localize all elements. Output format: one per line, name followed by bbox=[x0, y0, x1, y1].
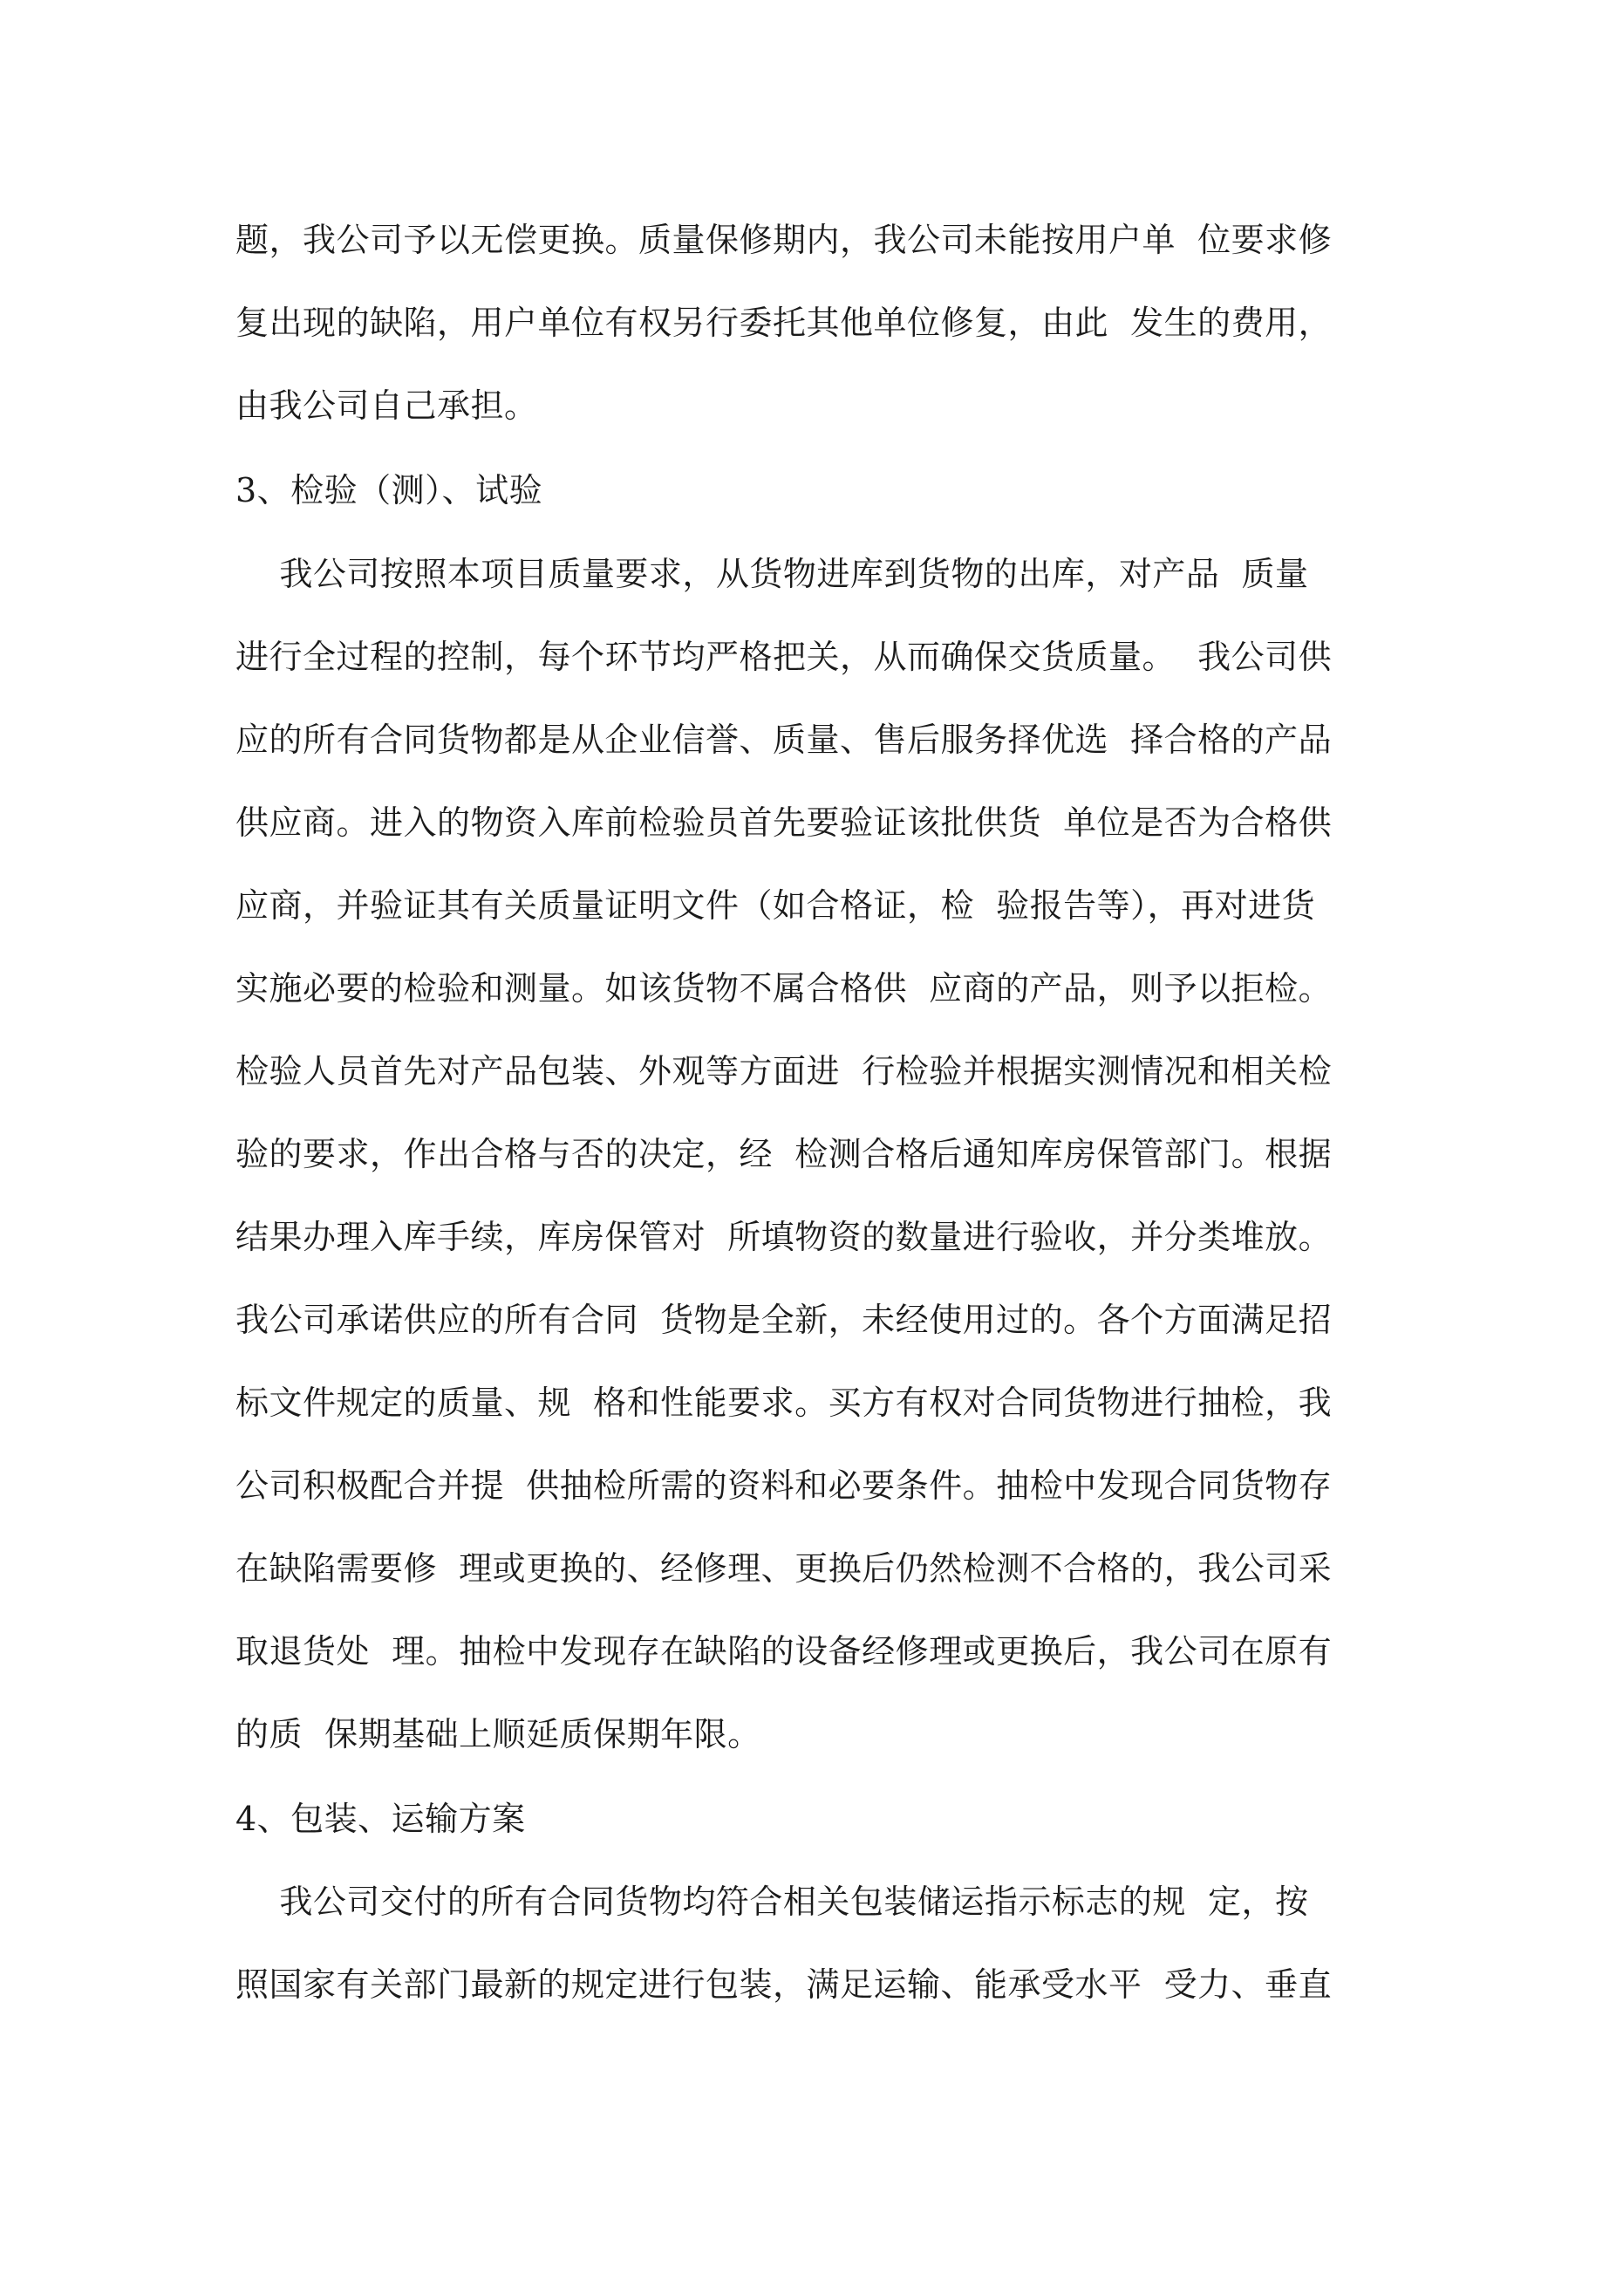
text-line: 由我公司自己承担。 bbox=[235, 386, 538, 425]
text-line: 供应商。进入的物资入库前检验员首先要验证该批供货 单位是否为合格供 bbox=[235, 803, 1333, 842]
text-line: 我公司交付的所有合同货物均符合相关包装储运指示标志的规 定，按 bbox=[235, 1883, 1309, 1921]
text-line: 标文件规定的质量、规 格和性能要求。买方有权对合同货物进行抽检，我 bbox=[235, 1384, 1333, 1422]
text-line: 结果办理入库手续，库房保管对 所填物资的数量进行验收，并分类堆放。 bbox=[235, 1218, 1333, 1256]
section-heading: 4、包装、运输方案 bbox=[235, 1800, 526, 1838]
text-line: 的质 保期基础上顺延质保期年限。 bbox=[235, 1715, 761, 1753]
text-line: 我公司按照本项目质量要求，从货物进库到货物的出库，对产品 质量 bbox=[235, 555, 1309, 593]
text-line: 我公司承诺供应的所有合同 货物是全新，未经使用过的。各个方面满足招 bbox=[235, 1301, 1333, 1339]
text-line: 应商，并验证其有关质量证明文件（如合格证，检 验报告等），再对进货 bbox=[235, 886, 1316, 925]
text-line: 实施必要的检验和测量。如该货物不属合格供 应商的产品，则予以拒检。 bbox=[235, 969, 1333, 1008]
text-line: 题，我公司予以无偿更换。质量保修期内，我公司未能按用户单 位要求修 bbox=[235, 221, 1333, 259]
text-line: 检验人员首先对产品包装、外观等方面进 行检验并根据实测情况和相关检 bbox=[235, 1052, 1333, 1090]
text-line: 取退货处 理。抽检中发现存在缺陷的设备经修理或更换后，我公司在原有 bbox=[235, 1632, 1333, 1671]
text-line: 验的要求，作出合格与否的决定，经 检测合格后通知库房保管部门。根据 bbox=[235, 1135, 1333, 1173]
text-line: 照国家有关部门最新的规定进行包装，满足运输、能承受水平 受力、垂直 bbox=[235, 1965, 1333, 2004]
text-line: 在缺陷需要修 理或更换的、经修理、更换后仍然检测不合格的，我公司采 bbox=[235, 1549, 1333, 1588]
text-line: 应的所有合同货物都是从企业信誉、质量、售后服务择优选 择合格的产品 bbox=[235, 721, 1333, 759]
section-heading: 3、检验（测）、试验 bbox=[235, 471, 543, 509]
text-line: 进行全过程的控制，每个环节均严格把关，从而确保交货质量。 我公司供 bbox=[235, 638, 1333, 676]
text-line: 复出现的缺陷，用户单位有权另行委托其他单位修复，由此 发生的费用， bbox=[235, 304, 1333, 342]
text-line: 公司积极配合并提 供抽检所需的资料和必要条件。抽检中发现合同货物存 bbox=[235, 1466, 1333, 1505]
